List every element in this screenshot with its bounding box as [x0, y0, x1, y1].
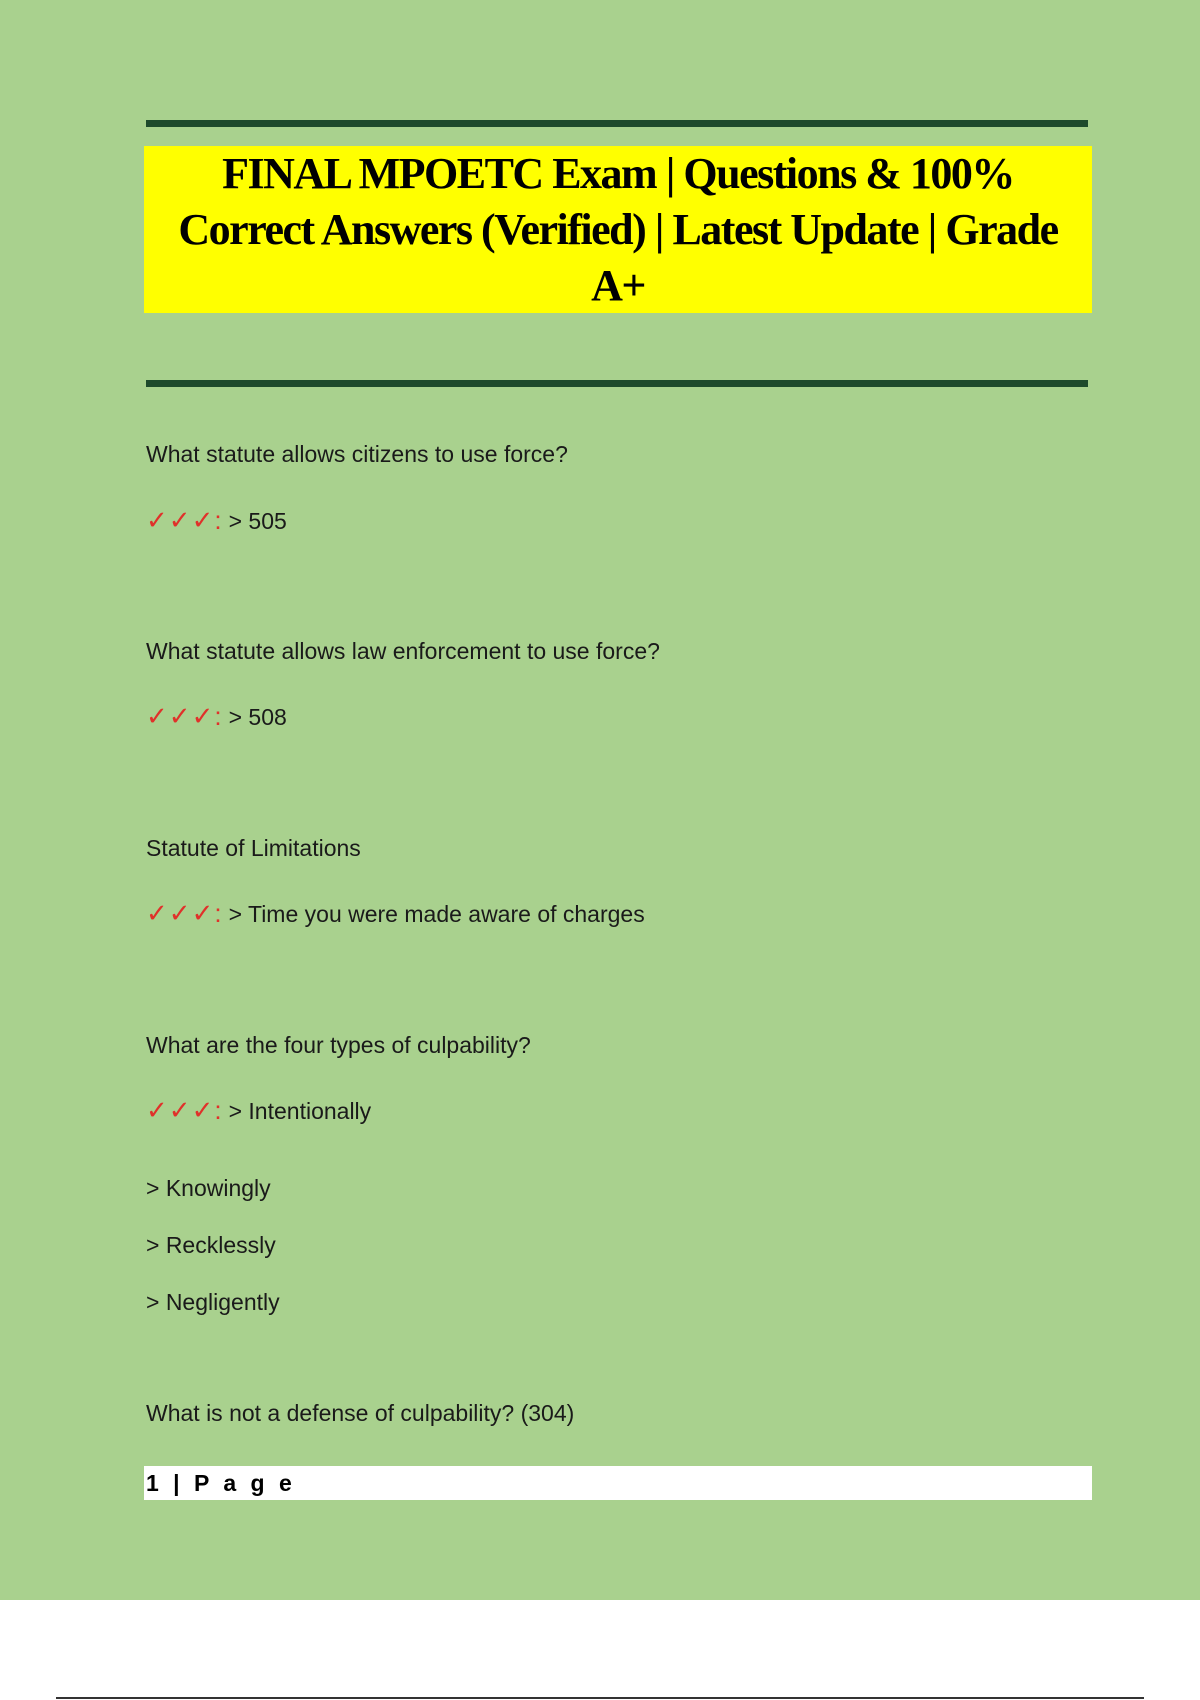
answer-text: > Intentionally: [228, 1098, 372, 1124]
question-5: What is not a defense of culpability? (304): [146, 1400, 575, 1426]
answer-3: [146, 898, 645, 929]
bottom-divider: [146, 380, 1088, 387]
question-2: What statute allows law enforcement to use force?: [146, 638, 660, 664]
answer-4-extra-2: > Recklessly: [146, 1232, 276, 1258]
question-1: What statute allows citizens to use force?: [146, 441, 568, 467]
answer-1: [146, 505, 287, 536]
answer-text: > 505: [228, 508, 287, 534]
question-4: What are the four types of culpability?: [146, 1032, 531, 1058]
title-banner: [144, 146, 1092, 313]
check-mark-icon: ✓✓✓:: [146, 505, 223, 535]
answer-2: [146, 701, 287, 732]
check-mark-icon: ✓✓✓:: [146, 701, 223, 731]
answer-text: > 508: [228, 704, 287, 730]
question-3: Statute of Limitations: [146, 835, 361, 861]
top-divider: [146, 120, 1088, 127]
answer-text: > Time you were made aware of charges: [228, 901, 645, 927]
page-footer: [144, 1466, 1092, 1500]
answer-4-extra-1: > Knowingly: [146, 1175, 271, 1201]
page-separator: [56, 1697, 1144, 1699]
check-mark-icon: ✓✓✓:: [146, 898, 223, 928]
document-title: FINAL MPOETC Exam | Questions & 100% Correct Answers (Verified) | Latest Update | Grade A+: [178, 148, 1058, 310]
check-mark-icon: ✓✓✓:: [146, 1095, 223, 1125]
page-number: 1 | P a g e: [146, 1469, 296, 1496]
answer-4: [146, 1095, 371, 1126]
answer-4-extra-3: > Negligently: [146, 1289, 280, 1315]
